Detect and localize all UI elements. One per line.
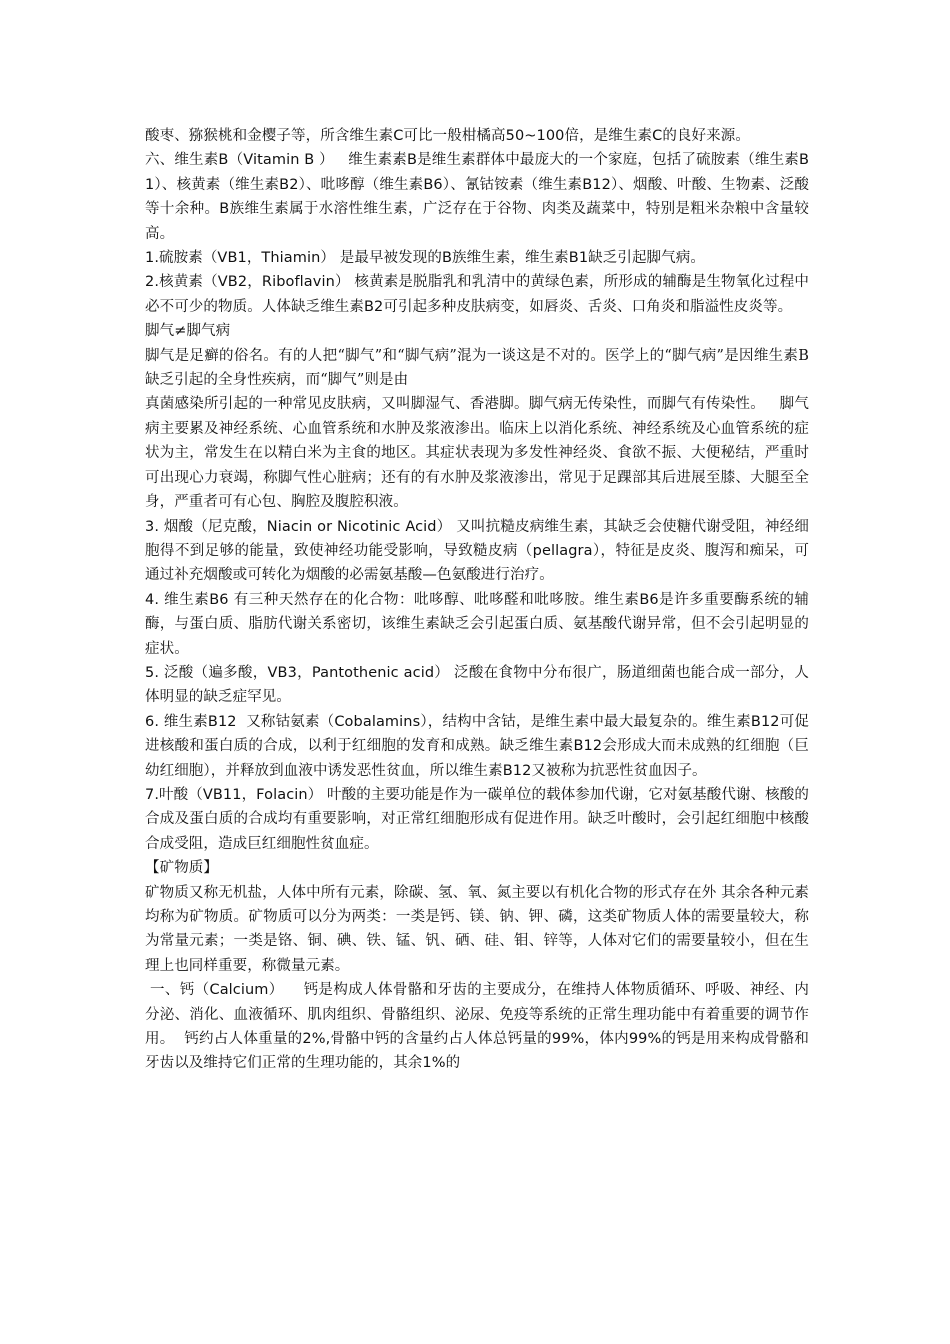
paragraph-folacin: 7.叶酸（VB11，Folacin） 叶酸的主要功能是作为一碳单位的载体参加代谢，它对氨基酸代谢、核酸的合成及蛋白质的合成均有重要影响，对正常红细胞形成有促进作用。缺乏叶酸时，会引起红细胞中核酸合成受阻，造成巨红细胞性贫血症。 xyxy=(145,786,809,852)
paragraph-beriberi-symptoms: 真菌感染所引起的一种常见皮肤病，又叫脚湿气、香港脚。脚气病无传染性，而脚气有传染性。 脚气病主要累及神经系统、心血管系统和水肿及浆液渗出。临床上以消化系统、神经系统及心血管系统的症状为主，常发生在以精白米为主食的地区。其症状表现为多发性神经炎、食欲不振、大便秘结，严重时可出现心力衰竭，称脚气性心脏病；还有的有水肿及浆液渗出，常见于足踝部其后进展至膝、大腿至全身，严重者可有心包、胸腔及腹腔积液。 xyxy=(145,396,809,511)
paragraph-vitamin-b-intro: 六、维生素B（Vitamin B ） 维生素素B是维生素群体中最庞大的一个家庭，包括了硫胺素（维生素B1）、核黄素（维生素B2）、吡哆醇（维生素B6）、氰钴铵素（维生素B12）、烟酸、叶酸、生物素、泛酸等十余种。B族维生素属于水溶性维生素，广泛存在于谷物、肉类及蔬菜中，特别是粗米杂粮中含量较高。 xyxy=(145,152,809,242)
paragraph-athletes-foot-definition: 脚气是足癣的俗名。有的人把“脚气”和“脚气病”混为一谈这是不对的。医学上的“脚气病”是因维生素B缺乏引起的全身性疾病，而“脚气”则是由 xyxy=(145,347,809,389)
heading-beriberi-vs-athletes-foot: 脚气≠脚气病 xyxy=(145,323,231,340)
paragraph-pantothenic-acid: 5. 泛酸（遍多酸，VB3，Pantothenic acid） 泛酸在食物中分布很广，肠道细菌也能合成一部分，人体明显的缺乏症罕见。 xyxy=(145,664,809,706)
paragraph-vitamin-c-sources: 酸枣、猕猴桃和金樱子等，所含维生素C可比一般柑橘高50~100倍，是维生素C的良好来源。 xyxy=(145,128,750,144)
paragraph-niacin: 3. 烟酸（尼克酸，Niacin or Nicotinic Acid） 又叫抗糙皮病维生素，其缺乏会使糖代谢受阻，神经细胞得不到足够的能量，致使神经功能受影响，导致糙皮病（pellagra），特征是皮炎、腹泻和痴呆，可通过补充烟酸或可转化为烟酸的必需氨基酸—色氨酸进行治疗。 xyxy=(145,518,809,584)
paragraph-calcium: 一、钙（Calcium） 钙是构成人体骨骼和牙齿的主要成分，在维持人体物质循环、呼吸、神经、内分泌、消化、血液循环、肌肉组织、骨骼组织、泌尿、免疫等系统的正常生理功能中有着重要的调节作用。 钙约占人体重量的2%,骨骼中钙的含量约占人体总钙量的99%，体内99%的钙是用来构成骨骼和牙齿以及维持它们正常的生理功能的，其余1%的 xyxy=(145,982,809,1072)
paragraph-vitamin-b6: 4. 维生素B6 有三种天然存在的化合物：吡哆醇、吡哆醛和吡哆胺。维生素B6是许多重要酶系统的辅酶，与蛋白质、脂肪代谢关系密切，该维生素缺乏会引起蛋白质、氨基酸代谢异常，但不会引起明显的症状。 xyxy=(145,591,809,657)
heading-minerals: 【矿物质】 xyxy=(145,860,218,877)
paragraph-riboflavin: 2.核黄素（VB2，Riboflavin） 核黄素是脱脂乳和乳清中的黄绿色素，所形成的辅酶是生物氧化过程中必不可少的物质。人体缺乏维生素B2可引起多种皮肤病变，如唇炎、舌炎、口角炎和脂溢性皮炎等。 xyxy=(145,274,809,315)
document-page xyxy=(145,124,809,1076)
paragraph-vitamin-b12: 6. 维生素B12 又称钴氨素（Cobalamins），结构中含钴，是维生素中最大最复杂的。维生素B12可促进核酸和蛋白质的合成，以利于红细胞的发育和成熟。缺乏维生素B12会形成大而未成熟的红细胞（巨幼红细胞），并释放到血液中诱发恶性贫血，所以维生素B12又被称为抗恶性贫血因子。 xyxy=(145,713,809,779)
paragraph-thiamin: 1.硫胺素（VB1，Thiamin） 是最早被发现的B族维生素，维生素B1缺乏引起脚气病。 xyxy=(145,250,705,267)
paragraph-minerals-intro: 矿物质又称无机盐，人体中所有元素，除碳、氢、氧、氮主要以有机化合物的形式存在外 其余各种元素均称为矿物质。矿物质可以分为两类：一类是钙、镁、钠、钾、磷，这类矿物质人体的需要量较大，称为常量元素；一类是铬、铜、碘、铁、锰、钒、硒、硅、钼、锌等，人体对它们的需要量较小，但在生理上也同样重要，称微量元素。 xyxy=(145,884,809,974)
